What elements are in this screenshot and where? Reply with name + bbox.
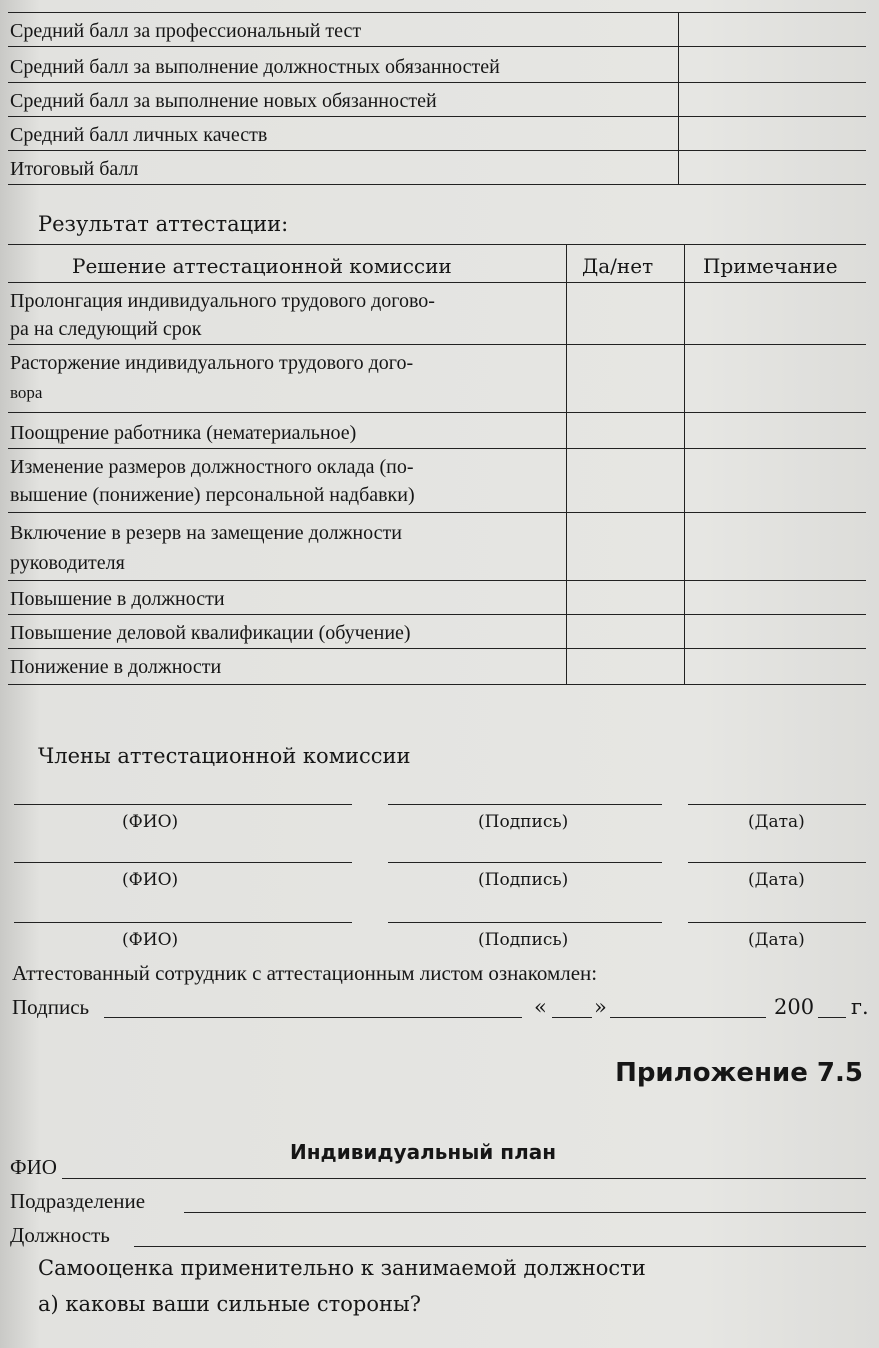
score-row-duties: Средний балл за выполнение должностных обязанностей xyxy=(10,56,500,78)
label-name-1: (ФИО) xyxy=(122,812,179,832)
decision-termination-2: вора xyxy=(10,383,43,402)
decision-termination-1: Расторжение индивидуального трудового дого- xyxy=(10,352,414,374)
question-strengths: а) каковы ваши сильные стороны? xyxy=(38,1292,421,1316)
score-row-professional-test: Средний балл за профессиональный тест xyxy=(10,20,362,42)
quote-open: « xyxy=(534,995,547,1019)
label-name-2: (ФИО) xyxy=(122,870,179,890)
label-date-1: (Дата) xyxy=(748,812,805,832)
signature-label: Подпись xyxy=(12,995,90,1019)
quote-close: » xyxy=(594,995,607,1019)
label-date-3: (Дата) xyxy=(748,930,805,950)
decision-reserve-2: руководителя xyxy=(10,552,125,574)
field-position-label: Должность xyxy=(10,1223,110,1247)
decision-promotion: Повышение в должности xyxy=(10,588,225,610)
score-row-new-duties: Средний балл за выполнение новых обязанностей xyxy=(10,90,437,112)
label-name-3: (ФИО) xyxy=(122,930,179,950)
score-row-personal-qualities: Средний балл личных качеств xyxy=(10,124,268,146)
decision-demotion: Понижение в должности xyxy=(10,656,222,678)
label-date-2: (Дата) xyxy=(748,870,805,890)
year-suffix: г. xyxy=(851,995,869,1019)
header-yes-no: Да/нет xyxy=(582,254,654,278)
self-assessment-label: Самооценка применительно к занимаемой должности xyxy=(38,1256,646,1280)
decision-qualification: Повышение деловой квалификации (обучение) xyxy=(10,622,411,644)
label-signature-3: (Подпись) xyxy=(478,930,569,950)
field-department-label: Подразделение xyxy=(10,1189,146,1213)
decision-encouragement: Поощрение работника (нематериальное) xyxy=(10,422,357,444)
decision-salary-change-2: вышение (понижение) персональной надбавки) xyxy=(10,484,415,506)
label-signature-1: (Подпись) xyxy=(478,812,569,832)
appendix-title: Приложение 7.5 xyxy=(615,1058,863,1088)
plan-title: Индивидуальный план xyxy=(290,1140,557,1164)
header-decision: Решение аттестационной комиссии xyxy=(72,254,452,278)
decision-prolongation-1: Пролонгация индивидуального трудового догово- xyxy=(10,290,435,312)
year-prefix: 200 xyxy=(774,995,815,1019)
label-signature-2: (Подпись) xyxy=(478,870,569,890)
members-label: Члены аттестационной комиссии xyxy=(38,744,411,768)
acquainted-text: Аттестованный сотрудник с аттестационным листом ознакомлен: xyxy=(12,961,598,985)
field-fio-label: ФИО xyxy=(10,1155,57,1179)
decision-prolongation-2: ра на следующий срок xyxy=(10,318,202,340)
decision-reserve-1: Включение в резерв на замещение должности xyxy=(10,522,402,544)
header-note: Примечание xyxy=(703,254,838,278)
decision-salary-change-1: Изменение размеров должностного оклада (по- xyxy=(10,456,414,478)
score-row-total: Итоговый балл xyxy=(10,158,139,180)
result-label: Результат аттестации: xyxy=(38,212,289,236)
